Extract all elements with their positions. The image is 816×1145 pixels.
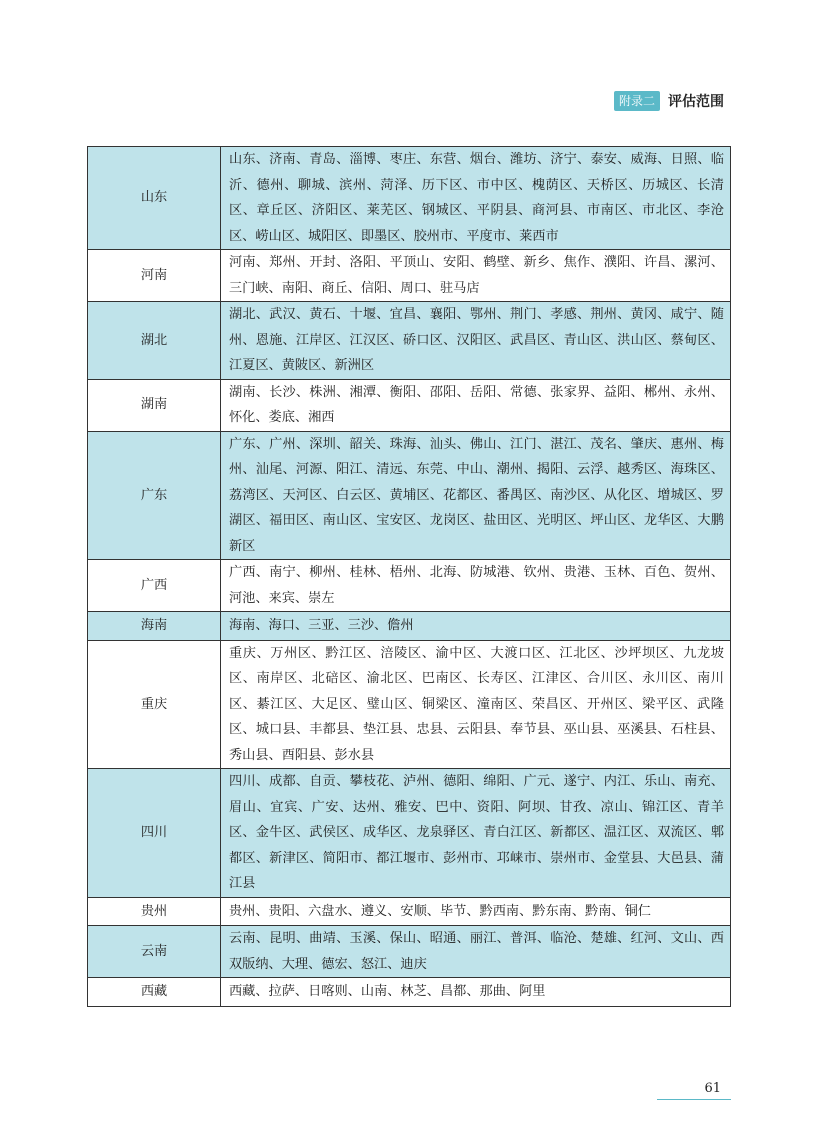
province-cell: 广西 [88, 560, 221, 612]
province-cell: 重庆 [88, 640, 221, 769]
table-row [88, 302, 731, 380]
table-row [88, 926, 731, 978]
province-cell: 贵州 [88, 897, 221, 926]
cities-cell: 贵州、贵阳、六盘水、遵义、安顺、毕节、黔西南、黔东南、黔南、铜仁 [221, 897, 731, 926]
footer-rule [657, 1099, 731, 1100]
province-cell: 湖北 [88, 302, 221, 380]
table-row [88, 978, 731, 1007]
province-cell: 四川 [88, 769, 221, 898]
province-cell: 海南 [88, 612, 221, 641]
table-row [88, 431, 731, 560]
page-number: 61 [704, 1081, 721, 1096]
province-cell: 广东 [88, 431, 221, 560]
section-title: 评估范围 [668, 94, 724, 110]
cities-cell: 湖南、长沙、株洲、湘潭、衡阳、邵阳、岳阳、常德、张家界、益阳、郴州、永州、怀化、娄底、湘西 [221, 379, 731, 431]
table-row [88, 897, 731, 926]
cities-cell: 云南、昆明、曲靖、玉溪、保山、昭通、丽江、普洱、临沧、楚雄、红河、文山、西双版纳、大理、德宏、怒江、迪庆 [221, 926, 731, 978]
table-row [88, 379, 731, 431]
table-row [88, 640, 731, 769]
page-header [614, 91, 724, 111]
cities-cell: 西藏、拉萨、日喀则、山南、林芝、昌都、那曲、阿里 [221, 978, 731, 1007]
table-row [88, 147, 731, 250]
province-cell: 西藏 [88, 978, 221, 1007]
table-row [88, 250, 731, 302]
table-row [88, 612, 731, 641]
appendix-badge: 附录二 [614, 91, 660, 111]
region-table [87, 146, 731, 1007]
province-cell: 湖南 [88, 379, 221, 431]
cities-cell: 湖北、武汉、黄石、十堰、宜昌、襄阳、鄂州、荆门、孝感、荆州、黄冈、咸宁、随州、恩施、江岸区、江汉区、硚口区、汉阳区、武昌区、青山区、洪山区、蔡甸区、江夏区、黄陂区、新洲区 [221, 302, 731, 380]
province-cell: 山东 [88, 147, 221, 250]
table-row [88, 769, 731, 898]
cities-cell: 广西、南宁、柳州、桂林、梧州、北海、防城港、钦州、贵港、玉林、百色、贺州、河池、来宾、崇左 [221, 560, 731, 612]
cities-cell: 海南、海口、三亚、三沙、儋州 [221, 612, 731, 641]
cities-cell: 河南、郑州、开封、洛阳、平顶山、安阳、鹤壁、新乡、焦作、濮阳、许昌、漯河、三门峡、南阳、商丘、信阳、周口、驻马店 [221, 250, 731, 302]
cities-cell: 山东、济南、青岛、淄博、枣庄、东营、烟台、潍坊、济宁、泰安、威海、日照、临沂、德州、聊城、滨州、菏泽、历下区、市中区、槐荫区、天桥区、历城区、长清区、章丘区、济阳区、莱芜区、钢城区、平阴县、商河县、市南区、市北区、李沧区、崂山区、城阳区、即墨区、胶州市、平度市、莱西市 [221, 147, 731, 250]
cities-cell: 广东、广州、深圳、韶关、珠海、汕头、佛山、江门、湛江、茂名、肇庆、惠州、梅州、汕尾、河源、阳江、清远、东莞、中山、潮州、揭阳、云浮、越秀区、海珠区、荔湾区、天河区、白云区、黄埔区、花都区、番禺区、南沙区、从化区、增城区、罗湖区、福田区、南山区、宝安区、龙岗区、盐田区、光明区、坪山区、龙华区、大鹏新区 [221, 431, 731, 560]
province-cell: 云南 [88, 926, 221, 978]
table-row [88, 560, 731, 612]
province-cell: 河南 [88, 250, 221, 302]
cities-cell: 四川、成都、自贡、攀枝花、泸州、德阳、绵阳、广元、遂宁、内江、乐山、南充、眉山、宜宾、广安、达州、雅安、巴中、资阳、阿坝、甘孜、凉山、锦江区、青羊区、金牛区、武侯区、成华区、龙泉驿区、青白江区、新都区、温江区、双流区、郫都区、新津区、简阳市、都江堰市、彭州市、邛崃市、崇州市、金堂县、大邑县、蒲江县 [221, 769, 731, 898]
cities-cell: 重庆、万州区、黔江区、涪陵区、渝中区、大渡口区、江北区、沙坪坝区、九龙坡区、南岸区、北碚区、渝北区、巴南区、长寿区、江津区、合川区、永川区、南川区、綦江区、大足区、璧山区、铜梁区、潼南区、荣昌区、开州区、梁平区、武隆区、城口县、丰都县、垫江县、忠县、云阳县、奉节县、巫山县、巫溪县、石柱县、秀山县、酉阳县、彭水县 [221, 640, 731, 769]
